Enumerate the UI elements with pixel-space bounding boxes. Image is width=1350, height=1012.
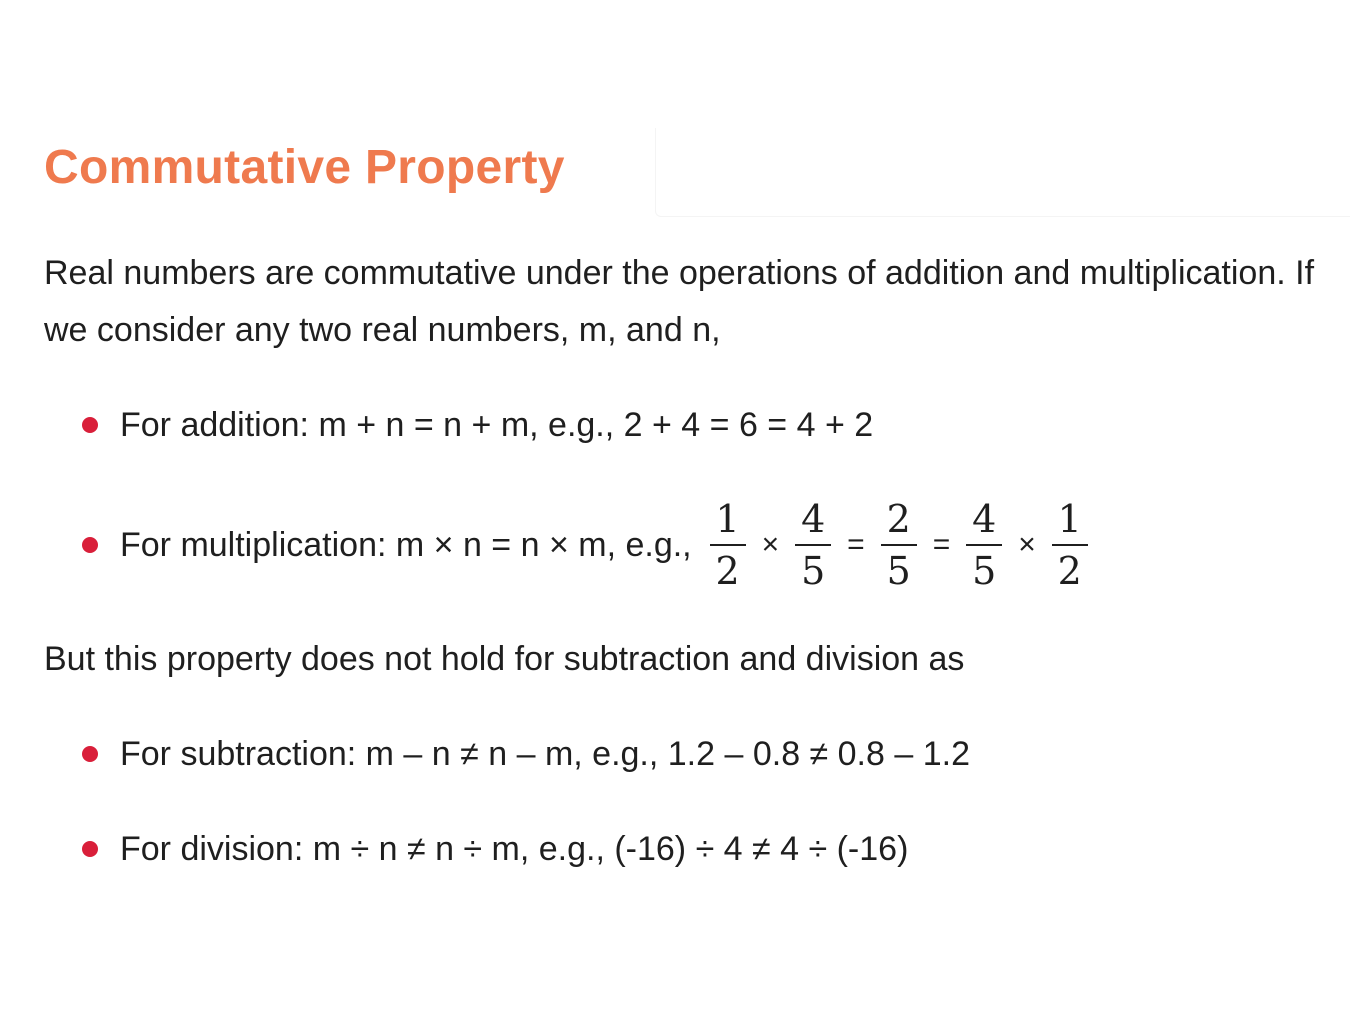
- numerator: 4: [795, 500, 831, 546]
- bullet-icon: [82, 841, 98, 857]
- bullet-icon: [82, 746, 98, 762]
- list-item-subtraction: [82, 729, 970, 779]
- denominator: 5: [801, 549, 826, 593]
- equals-operator: =: [932, 528, 951, 561]
- fraction: [795, 497, 831, 593]
- denominator: 5: [886, 549, 911, 593]
- division-text: For division: m ÷ n ≠ n ÷ m, e.g., (-16) ÷ 4 ≠ 4 ÷ (-16): [120, 829, 909, 868]
- fraction: [881, 497, 917, 593]
- numerator: 1: [1052, 500, 1088, 546]
- intro-paragraph: Real numbers are commutative under the operations of addition and multiplication. If we consider any two real numbers, m, and n,: [44, 254, 1315, 349]
- multiplication-example: [700, 497, 1098, 593]
- addition-text: For addition: m + n = n + m, e.g., 2 + 4 = 6 = 4 + 2: [120, 405, 874, 444]
- denominator: 2: [1057, 549, 1082, 593]
- list-item-addition: [82, 400, 873, 450]
- numerator: 4: [966, 500, 1002, 546]
- equals-operator: =: [847, 528, 865, 561]
- list-item-division: [82, 824, 908, 874]
- fraction: [710, 497, 746, 593]
- denominator: 5: [972, 549, 997, 593]
- bullet-icon: [82, 537, 98, 553]
- contrast-paragraph: But this property does not hold for subtraction and division as: [44, 640, 965, 678]
- fraction: [966, 497, 1002, 593]
- multiplication-text: For multiplication: m × n = n × m, e.g.,: [120, 525, 692, 564]
- times-operator: ×: [1018, 528, 1036, 561]
- section-heading: Commutative Property: [44, 141, 565, 194]
- subtraction-text: For subtraction: m – n ≠ n – m, e.g., 1.2 – 0.8 ≠ 0.8 – 1.2: [120, 734, 970, 773]
- times-operator: ×: [761, 528, 780, 561]
- fraction: [1052, 497, 1088, 593]
- list-item-multiplication: [82, 490, 1098, 600]
- denominator: 2: [715, 549, 740, 593]
- bullet-icon: [82, 417, 98, 433]
- numerator: 2: [881, 500, 917, 546]
- decorative-box: [655, 128, 1350, 217]
- numerator: 1: [710, 500, 746, 546]
